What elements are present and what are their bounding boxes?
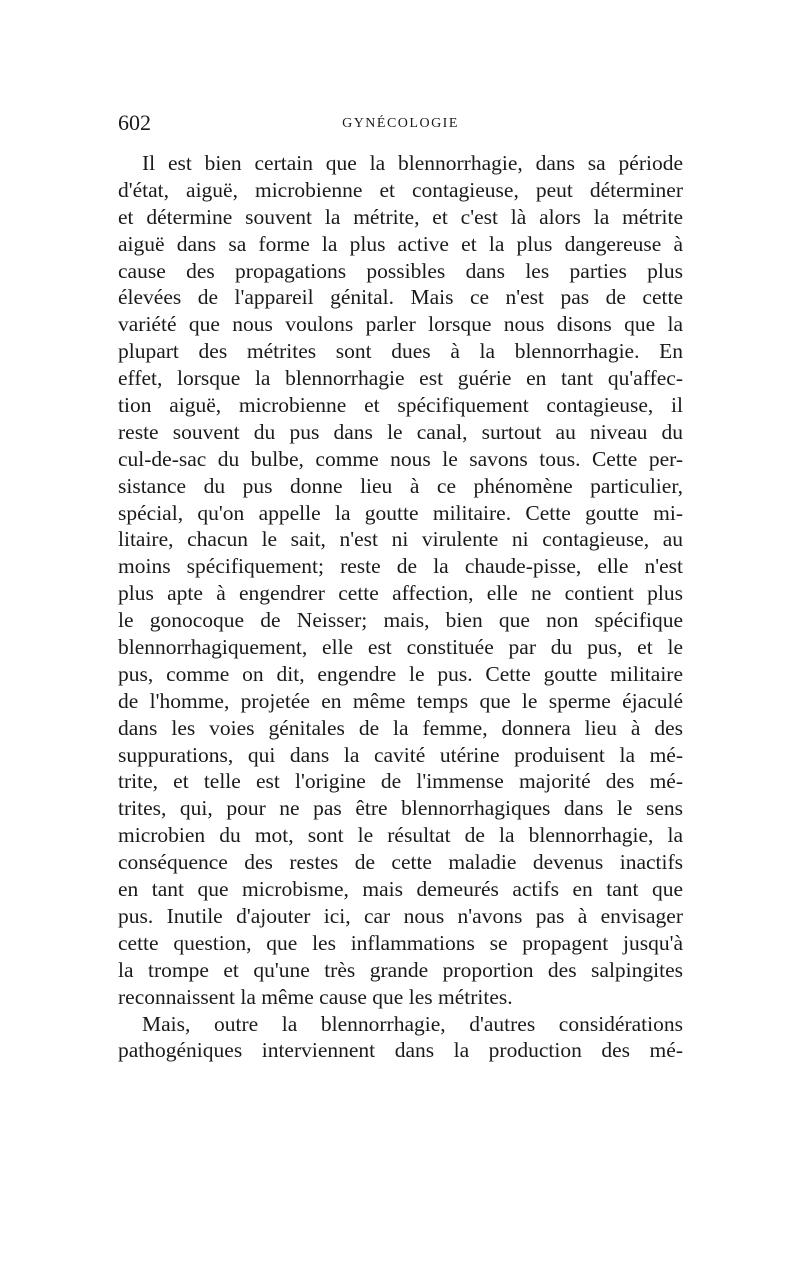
text-line: élevées de l'appareil génital. Mais ce n'est pas de cette xyxy=(118,285,683,310)
body-text xyxy=(118,150,683,1064)
text-line: pus, comme on dit, engendre le pus. Cette goutte militaire xyxy=(118,661,683,686)
text-line: spécial, qu'on appelle la goutte militaire. Cette goutte mi- xyxy=(118,500,683,525)
text-line: plus apte à engendrer cette affection, elle ne contient plus xyxy=(118,581,683,606)
text-line: sistance du pus donne lieu à ce phénomène particulier, xyxy=(118,473,683,498)
text-line: d'état, aiguë, microbienne et contagieuse, peut déterminer xyxy=(118,177,683,202)
text-line: en tant que microbisme, mais demeurés actifs en tant que xyxy=(118,877,683,902)
text-line: Il est bien certain que la blennorrhagie, dans sa période xyxy=(142,151,683,175)
text-line: variété que nous voulons parler lorsque nous disons que la xyxy=(118,312,683,337)
text-line: cul-de-sac du bulbe, comme nous le savons tous. Cette per- xyxy=(118,446,683,471)
text-line: moins spécifiquement; reste de la chaude-pisse, elle n'est xyxy=(118,554,683,579)
text-line: Mais, outre la blennorrhagie, d'autres considérations xyxy=(142,1011,683,1036)
text-line: cette question, que les inflammations se propagent jusqu'à xyxy=(118,930,683,955)
page-number: 602 xyxy=(118,110,151,135)
text-line: dans les voies génitales de la femme, donnera lieu à des xyxy=(118,715,683,740)
text-line: et détermine souvent la métrite, et c'est là alors la métrite xyxy=(118,204,683,229)
text-line: le gonocoque de Neisser; mais, bien que non spécifique xyxy=(118,608,683,633)
text-line: microbien du mot, sont le résultat de la blennorrhagie, la xyxy=(118,823,683,848)
text-line: pathogéniques interviennent dans la production des mé- xyxy=(118,1038,683,1063)
text-line: plupart des métrites sont dues à la blennorrhagie. En xyxy=(118,339,683,364)
text-line: la trompe et qu'une très grande proportion des salpingites xyxy=(118,957,683,982)
text-line: trites, qui, pour ne pas être blennorrhagiques dans le sens xyxy=(118,796,683,821)
text-line: pus. Inutile d'ajouter ici, car nous n'avons pas à envisager xyxy=(118,903,683,928)
text-line: cause des propagations possibles dans les parties plus xyxy=(118,258,683,283)
text-line: blennorrhagiquement, elle est constituée par du pus, et le xyxy=(118,635,683,660)
running-head xyxy=(118,108,683,138)
text-line: reconnaissent la même cause que les métrites. xyxy=(118,984,513,1009)
text-line: aiguë dans sa forme la plus active et la plus dangereuse à xyxy=(118,231,683,256)
text-line: conséquence des restes de cette maladie devenus inactifs xyxy=(118,850,683,875)
text-line: de l'homme, projetée en même temps que le sperme éjaculé xyxy=(118,688,683,713)
text-line: trite, et telle est l'origine de l'immense majorité des mé- xyxy=(118,769,683,794)
text-line: reste souvent du pus dans le canal, surtout au niveau du xyxy=(118,419,683,444)
text-line: effet, lorsque la blennorrhagie est guérie en tant qu'affec- xyxy=(118,366,683,391)
text-line: suppurations, qui dans la cavité utérine produisent la mé- xyxy=(118,742,683,767)
text-line: litaire, chacun le sait, n'est ni virulente ni contagieuse, au xyxy=(118,527,683,552)
text-line: tion aiguë, microbienne et spécifiquement contagieuse, il xyxy=(118,393,683,418)
running-title: GYNÉCOLOGIE xyxy=(342,116,459,131)
